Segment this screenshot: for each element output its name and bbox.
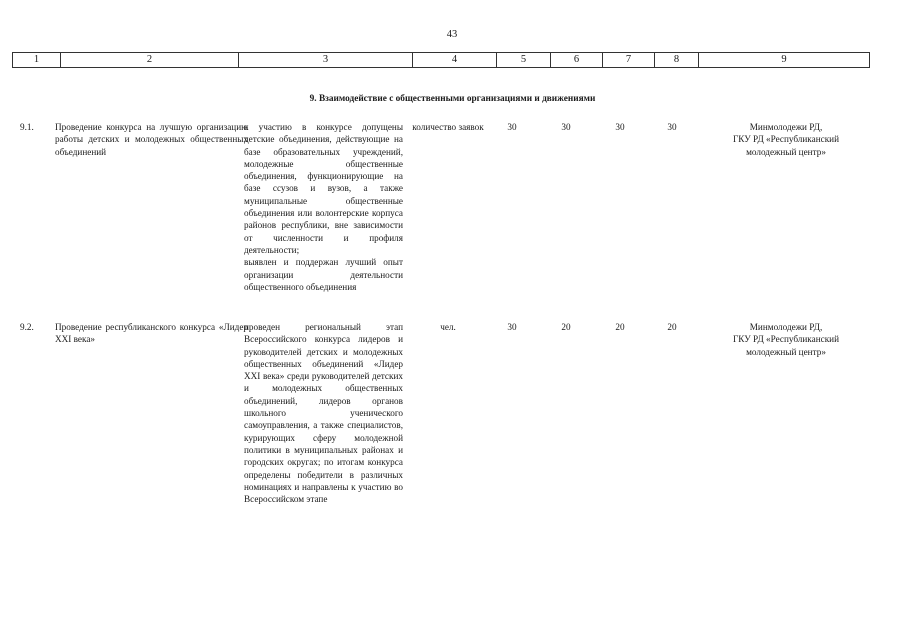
column-number: 7: [603, 53, 655, 67]
value-col6: 20: [561, 322, 571, 332]
executor-line: ГКУ РД «Республиканский: [732, 134, 840, 145]
value-col5: 30: [507, 322, 517, 332]
page-number: 43: [446, 29, 458, 40]
row-number: 9.1.: [20, 122, 34, 132]
value-col7: 20: [615, 322, 625, 332]
event-name: Проведение республиканского конкурса «Лидер XXI века»: [55, 322, 248, 345]
unit: количество заявок: [412, 122, 484, 132]
column-number: 8: [655, 53, 699, 67]
executor-line: молодежный центр»: [746, 346, 826, 357]
value-col6: 30: [561, 122, 571, 132]
column-number: 9: [781, 54, 787, 65]
executors: [706, 121, 866, 158]
column-number: 3: [239, 53, 413, 67]
row-number: 9.2.: [20, 322, 34, 332]
column-number: 4: [413, 53, 497, 67]
column-number: 2: [61, 53, 239, 67]
event-result: [244, 121, 403, 293]
result-paragraph: к участию в конкурсе допущены детские объединения, действующие на базе образовательных учреждений, молодежные общественные объединения, функционирующие на базе ссузов и вузов, а также муниципальные общественные объединения или волонтерские корпуса районов республики, вне зависимости от численности и профиля деятельности;: [244, 122, 403, 255]
column-number: 5: [497, 53, 551, 67]
column-number-header: [12, 52, 870, 68]
column-number: 6: [551, 53, 603, 67]
executor-line: Минмолодежи РД,: [749, 322, 823, 332]
executor-line: Минмолодежи РД,: [749, 122, 823, 132]
value-col8: 20: [667, 322, 677, 332]
event-name: Проведение конкурса на лучшую организацию работы детских и молодежных общественных объединений: [55, 122, 248, 157]
result-paragraph: проведен региональный этап Всероссийского конкурса лидеров и руководителей детских и молодежных общественных объединений «Лидер XXI века» среди руководителей детских и молодежных общественных объединений, лидеров органов школьного ученического самоуправления, а также специалистов, курирующих сферу молодежной политики в муниципальных районах и городских округах; по итогам конкурса определены победители в различных номинациях и направлены к участию во Всероссийском этапе: [244, 322, 403, 505]
value-col5: 30: [507, 122, 517, 132]
executor-line: ГКУ РД «Республиканский: [732, 334, 840, 345]
result-paragraph: выявлен и поддержан лучший опыт организации деятельности общественного объединения: [244, 257, 403, 292]
executor-line: молодежный центр»: [746, 146, 826, 157]
value-col7: 30: [615, 122, 625, 132]
unit: чел.: [440, 322, 456, 332]
column-number: 1: [13, 53, 61, 67]
section-title: 9. Взаимодействие с общественными организациями и движениями: [309, 94, 596, 104]
executors: [706, 321, 866, 358]
value-col8: 30: [667, 122, 677, 132]
event-result: [244, 321, 403, 505]
